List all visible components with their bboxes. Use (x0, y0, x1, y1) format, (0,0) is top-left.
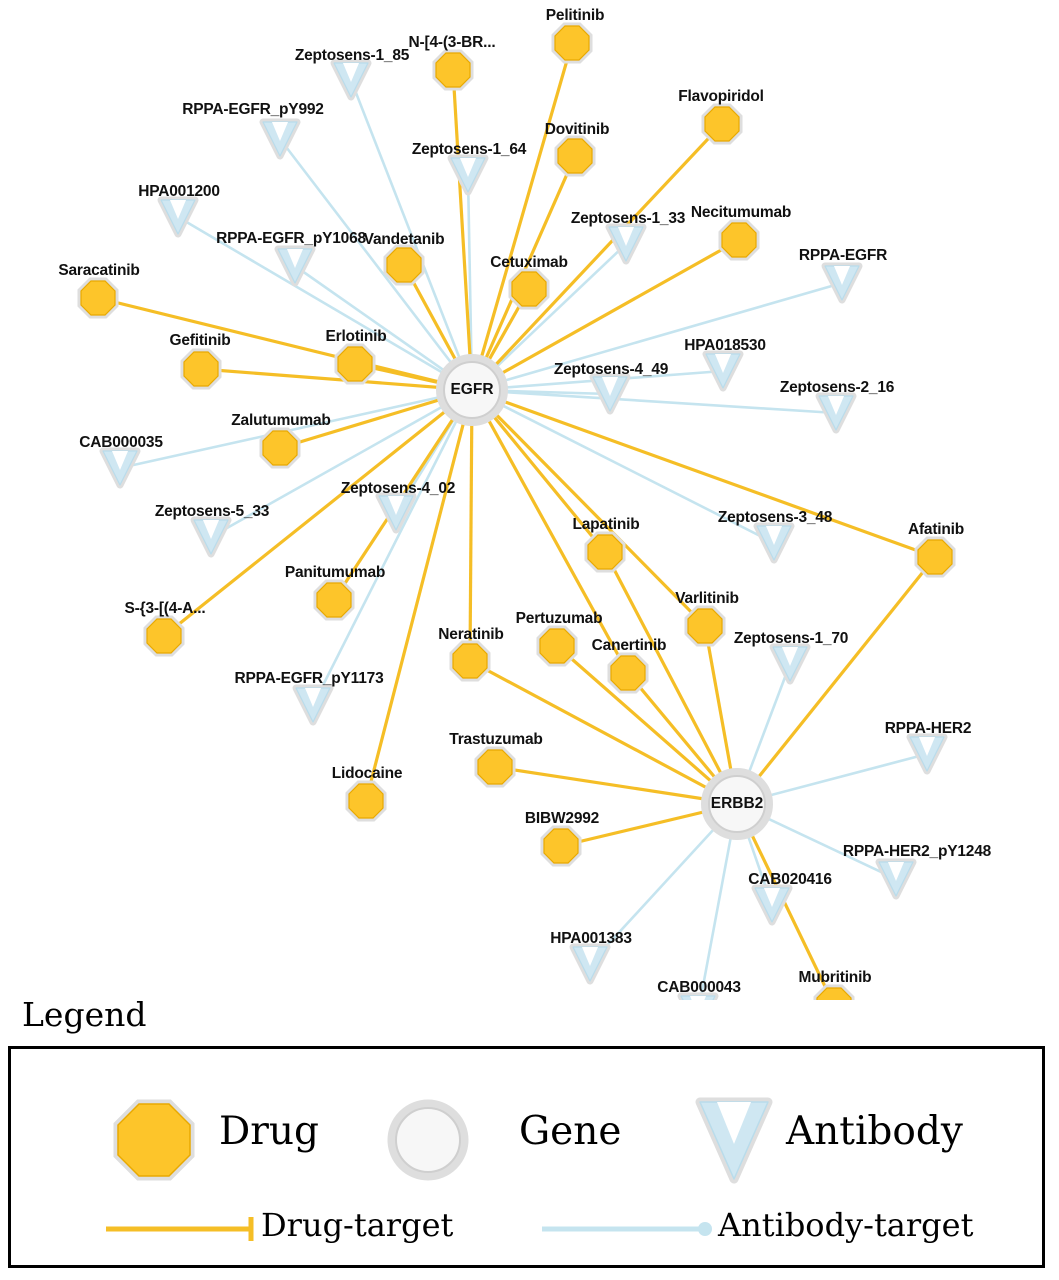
antibody-node[interactable] (573, 947, 607, 981)
antibody-node[interactable] (593, 377, 627, 411)
drug-node[interactable] (705, 107, 739, 141)
legend-antibody-target-label: Antibody-target (718, 1206, 974, 1244)
drug-label: Zalutumumab (231, 412, 331, 429)
legend-gene-icon (392, 1104, 464, 1176)
antibody-node[interactable] (334, 63, 368, 97)
drug-label: BIBW2992 (524, 810, 600, 827)
antibody-label: Zeptosens-1_33 (570, 210, 686, 227)
antibody-label: Zeptosens-1_85 (294, 47, 410, 64)
antibody-label: CAB000035 (79, 434, 163, 451)
antibody-label: RPPA-EGFR_pY1173 (234, 670, 384, 687)
antibody-node[interactable] (103, 451, 137, 485)
drug-target-edge (470, 390, 472, 661)
legend-gene-label: Gene (519, 1109, 622, 1154)
antibody-label: HPA018530 (684, 337, 766, 354)
drug-label: Vandetanib (363, 231, 445, 248)
drug-label: N-[4-(3-BR... (408, 34, 496, 51)
drug-node[interactable] (436, 53, 470, 87)
antibody-node[interactable] (296, 688, 330, 722)
legend-antibody-label: Antibody (786, 1109, 963, 1154)
drug-node[interactable] (558, 139, 592, 173)
drug-node[interactable] (817, 988, 851, 1000)
drug-label: Pelitinib (545, 7, 605, 24)
drug-node[interactable] (317, 583, 351, 617)
antibody-node[interactable] (773, 647, 807, 681)
drug-label: S-{3-[(4-A... (124, 600, 206, 617)
antibody-node[interactable] (910, 737, 944, 771)
drug-label: Cetuximab (490, 254, 568, 271)
antibody-label: CAB020416 (748, 871, 832, 888)
drug-label: Panitumumab (284, 564, 386, 581)
antibody-node[interactable] (161, 200, 195, 234)
drug-label: Canertinib (591, 637, 667, 654)
antibody-label: Zeptosens-4_49 (553, 361, 669, 378)
drug-label: Neratinib (438, 626, 504, 643)
gene-label: ERBB2 (710, 795, 764, 812)
drug-label: Dovitinib (544, 121, 610, 138)
antibody-label: HPA001383 (550, 930, 632, 947)
antibody-label: RPPA-EGFR (798, 247, 888, 264)
antibody-label: RPPA-HER2 (884, 720, 972, 737)
antibody-node[interactable] (825, 266, 859, 300)
legend-box (8, 1046, 1045, 1268)
antibody-label: HPA001200 (138, 183, 220, 200)
drug-node[interactable] (611, 656, 645, 690)
drug-node[interactable] (387, 248, 421, 282)
drug-node[interactable] (81, 281, 115, 315)
legend-antibody-target-edge (542, 1222, 712, 1236)
antibody-node[interactable] (755, 888, 789, 922)
antibody-node[interactable] (451, 158, 485, 192)
antibody-target-edge (313, 390, 472, 705)
antibody-label: RPPA-EGFR_pY1068 (216, 230, 366, 247)
drug-node[interactable] (918, 540, 952, 574)
drug-target-edge (737, 557, 935, 804)
legend-antibody-icon (700, 1102, 768, 1179)
drug-node[interactable] (555, 26, 589, 60)
drug-label: Varlitinib (675, 590, 739, 607)
drug-node[interactable] (544, 829, 578, 863)
drug-label: Necitumumab (690, 204, 792, 221)
drug-node[interactable] (478, 750, 512, 784)
drug-node[interactable] (147, 619, 181, 653)
antibody-label: RPPA-EGFR_pY992 (182, 101, 324, 118)
antibody-target-edge (280, 139, 472, 390)
drug-label: Lidocaine (331, 765, 403, 782)
gene-label: EGFR (450, 381, 494, 398)
drug-label: Gefitinib (169, 332, 231, 349)
antibody-node[interactable] (879, 862, 913, 896)
drug-label: Flavopiridol (678, 88, 764, 105)
legend-drug-target-edge (106, 1217, 251, 1241)
drug-node[interactable] (184, 352, 218, 386)
antibody-node[interactable] (706, 354, 740, 388)
legend-drug-icon (118, 1104, 190, 1176)
antibody-label: Zeptosens-4_02 (340, 480, 456, 497)
antibody-node[interactable] (194, 520, 228, 554)
drug-label: Pertuzumab (515, 610, 603, 627)
antibody-node[interactable] (819, 396, 853, 430)
drug-label: Mubritinib (798, 969, 872, 986)
drug-node[interactable] (512, 272, 546, 306)
antibody-label: Zeptosens-5_33 (154, 503, 270, 520)
drug-label: Lapatinib (572, 516, 640, 533)
drug-node[interactable] (263, 431, 297, 465)
drug-label: Saracatinib (58, 262, 140, 279)
drug-target-edge (472, 390, 705, 626)
drug-label: Erlotinib (325, 328, 387, 345)
drug-node[interactable] (540, 629, 574, 663)
drug-label: Trastuzumab (449, 731, 543, 748)
antibody-node[interactable] (263, 122, 297, 156)
antibody-label: Zeptosens-3_48 (717, 509, 833, 526)
drug-node[interactable] (688, 609, 722, 643)
drug-node[interactable] (722, 223, 756, 257)
antibody-label: Zeptosens-1_70 (733, 630, 849, 647)
antibody-label: Zeptosens-2_16 (779, 379, 895, 396)
drug-label: Afatinib (907, 521, 965, 538)
antibody-node[interactable] (757, 526, 791, 560)
antibody-label: CAB000043 (657, 979, 741, 996)
legend-drug-label: Drug (219, 1109, 319, 1154)
drug-node[interactable] (453, 644, 487, 678)
drug-node[interactable] (338, 347, 372, 381)
drug-node[interactable] (588, 535, 622, 569)
drug-node[interactable] (349, 784, 383, 818)
legend-title: Legend (22, 995, 147, 1034)
antibody-label: RPPA-HER2_pY1248 (842, 843, 992, 860)
antibody-label: Zeptosens-1_64 (411, 141, 527, 158)
legend-drug-target-label: Drug-target (261, 1206, 454, 1244)
